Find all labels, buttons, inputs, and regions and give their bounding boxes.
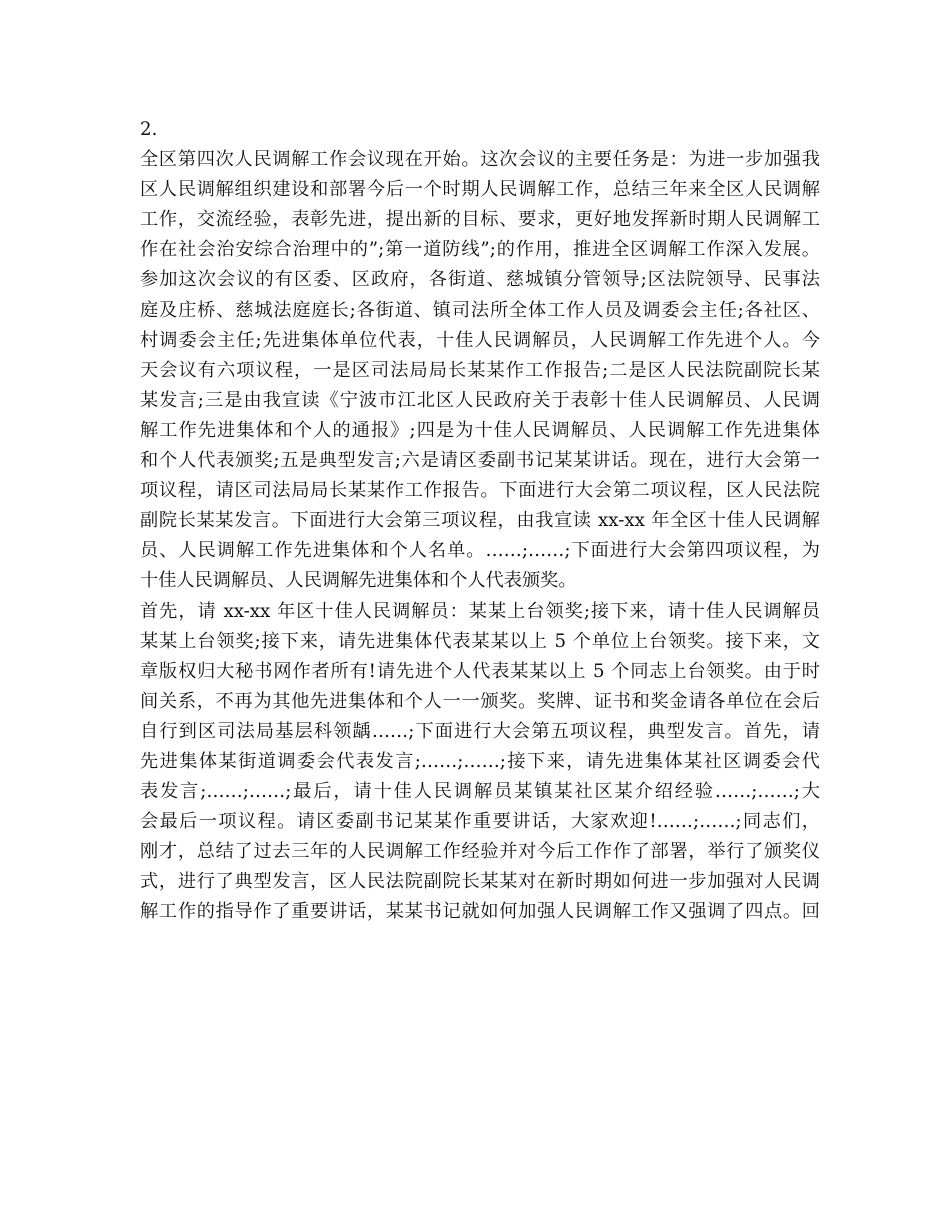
text-line: 和个人代表颁奖;五是典型发言;六是请区委副书记某某讲话。现在，进行大会第一	[140, 450, 820, 472]
document-body	[140, 115, 820, 928]
text-line: 表发言;……;……;最后，请十佳人民调解员某镇某社区某介绍经验……;……;大	[140, 781, 820, 803]
text-line: 章版权归大秘书网作者所有!请先进个人代表某某以上 5 个同志上台领奖。由于时	[140, 660, 820, 682]
text-line: 全区第四次人民调解工作会议现在开始。这次会议的主要任务是：为进一步加强我	[140, 149, 820, 171]
page-number: 2.	[140, 119, 158, 140]
text-line: 作在社会治安综合治理中的”;第一道防线”;的作用，推进全区调解工作深入发展。	[140, 239, 820, 261]
text-line: 某某上台领奖;接下来，请先进集体代表某某以上 5 个单位上台领奖。接下来，文	[140, 630, 820, 652]
text-line: 项议程，请区司法局局长某某作工作报告。下面进行大会第二项议程，区人民法院	[140, 480, 820, 502]
text-line: 副院长某某发言。下面进行大会第三项议程，由我宣读 xx-xx 年全区十佳人民调解	[140, 510, 820, 532]
text-line: 工作，交流经验，表彰先进，提出新的目标、要求，更好地发挥新时期人民调解工	[140, 209, 820, 231]
text-line: 区人民调解组织建设和部署今后一个时期人民调解工作，总结三年来全区人民调解	[140, 179, 820, 201]
text-line: 某发言;三是由我宣读《宁波市江北区人民政府关于表彰十佳人民调解员、人民调	[140, 389, 820, 411]
text-line: 间关系，不再为其他先进集体和个人一一颁奖。奖牌、证书和奖金请各单位在会后	[140, 690, 820, 712]
text-line: 十佳人民调解员、人民调解先进集体和个人代表颁奖。	[140, 570, 577, 592]
text-line: 庭及庄桥、慈城法庭庭长;各街道、镇司法所全体工作人员及调委会主任;各社区、	[140, 299, 820, 321]
text-line: 村调委会主任;先进集体单位代表，十佳人民调解员，人民调解工作先进个人。今	[140, 329, 820, 351]
text-line: 解工作先进集体和个人的通报》;四是为十佳人民调解员、人民调解工作先进集体	[140, 419, 820, 441]
text-line: 天会议有六项议程，一是区司法局局长某某作工作报告;二是区人民法院副院长某	[140, 359, 820, 381]
text-line: 会最后一项议程。请区委副书记某某作重要讲话，大家欢迎!……;……;同志们，	[140, 811, 820, 833]
text-line: 式，进行了典型发言，区人民法院副院长某某对在新时期如何进一步加强对人民调	[140, 871, 820, 893]
text-line: 解工作的指导作了重要讲话，某某书记就如何加强人民调解工作又强调了四点。回	[140, 901, 820, 923]
text-line: 先进集体某街道调委会代表发言;……;……;接下来，请先进集体某社区调委会代	[140, 750, 820, 772]
text-line: 首先，请 xx-xx 年区十佳人民调解员：某某上台领奖;接下来，请十佳人民调解员	[140, 600, 820, 622]
text-line: 参加这次会议的有区委、区政府，各街道、慈城镇分管领导;区法院领导、民事法	[140, 269, 820, 291]
text-line: 员、人民调解工作先进集体和个人名单。……;……;下面进行大会第四项议程，为	[140, 540, 820, 562]
text-line: 刚才，总结了过去三年的人民调解工作经验并对今后工作作了部署，举行了颁奖仪	[140, 841, 820, 863]
text-line: 自行到区司法局基层科领龋……;下面进行大会第五项议程，典型发言。首先，请	[140, 720, 820, 742]
